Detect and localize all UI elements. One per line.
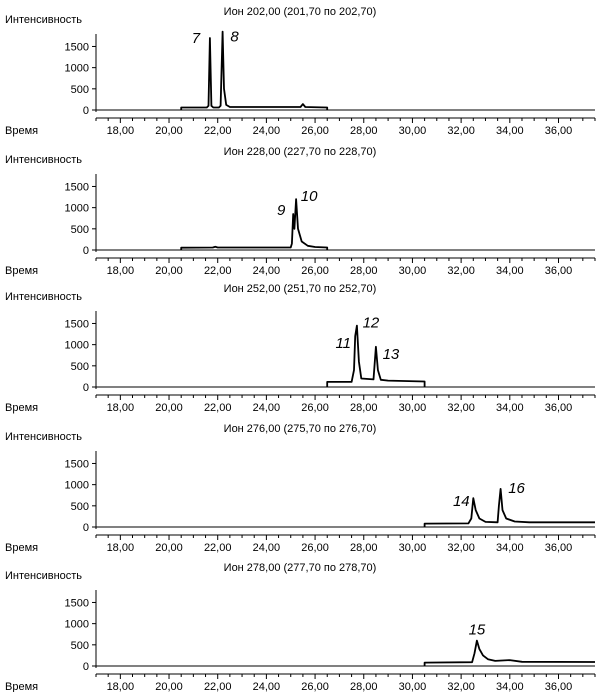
x-tick-label: 28,00 — [349, 125, 378, 137]
x-tick-label: 34,00 — [496, 681, 524, 692]
x-tick-label: 18,00 — [106, 542, 135, 554]
chart-panel — [5, 6, 595, 137]
x-tick-label: 20,00 — [155, 402, 183, 414]
x-tick-label: 22,00 — [203, 542, 232, 554]
chart-title: Ион 252,00 (251,70 по 252,70) — [223, 283, 377, 295]
y-axis-title: Интенсивность — [5, 570, 83, 582]
x-tick-label: 30,00 — [398, 402, 427, 414]
y-tick-label: 0 — [82, 522, 89, 534]
x-tick-label: 18,00 — [106, 125, 135, 137]
y-tick-label: 1500 — [64, 597, 89, 610]
x-tick-label: 34,00 — [496, 542, 524, 554]
x-tick-label: 24,00 — [252, 681, 281, 692]
x-tick-label: 32,00 — [447, 542, 475, 554]
x-tick-label: 28,00 — [349, 402, 378, 414]
peak-label: 16 — [508, 479, 525, 497]
y-tick-label: 0 — [82, 382, 89, 394]
x-tick-label: 22,00 — [203, 681, 232, 692]
y-tick-label: 1500 — [64, 181, 89, 194]
chart-title: Ион 202,00 (201,70 по 202,70) — [223, 6, 377, 18]
y-tick-label: 500 — [70, 223, 89, 236]
peak-label: 14 — [452, 493, 470, 511]
y-axis-title: Интенсивность — [5, 291, 83, 303]
peak-label: 13 — [382, 345, 400, 363]
x-tick-label: 22,00 — [203, 125, 232, 137]
x-axis-title: Время — [5, 681, 39, 692]
x-tick-label: 20,00 — [155, 125, 183, 137]
x-tick-label: 32,00 — [447, 265, 475, 277]
x-tick-label: 26,00 — [301, 542, 329, 554]
y-tick-label: 1500 — [64, 458, 89, 471]
x-tick-label: 24,00 — [252, 402, 281, 414]
x-tick-label: 22,00 — [203, 402, 232, 414]
x-tick-label: 24,00 — [252, 542, 281, 554]
peak-label: 9 — [276, 202, 286, 219]
chart-title: Ион 276,00 (275,70 по 276,70) — [223, 423, 377, 435]
y-tick-label: 500 — [70, 639, 89, 652]
x-tick-label: 30,00 — [398, 681, 427, 692]
x-tick-label: 30,00 — [398, 265, 427, 277]
y-axis-title: Интенсивность — [5, 14, 83, 26]
y-tick-label: 1000 — [64, 618, 89, 631]
peak-label: 7 — [191, 30, 201, 47]
y-tick-label: 0 — [82, 105, 89, 117]
peak-label: 11 — [335, 335, 352, 353]
x-axis-title: Время — [5, 265, 39, 277]
chart-panel — [5, 146, 595, 277]
y-tick-label: 1000 — [64, 202, 89, 215]
chart-title: Ион 228,00 (227,70 по 228,70) — [223, 146, 377, 158]
y-tick-label: 1000 — [64, 339, 89, 352]
x-tick-label: 30,00 — [398, 542, 427, 554]
x-tick-label: 18,00 — [106, 681, 135, 692]
x-tick-label: 34,00 — [496, 265, 524, 277]
x-tick-label: 26,00 — [301, 265, 329, 277]
y-tick-label: 1000 — [64, 62, 89, 75]
y-tick-label: 500 — [70, 500, 89, 513]
x-axis-title: Время — [5, 542, 39, 554]
x-tick-label: 22,00 — [203, 265, 232, 277]
x-tick-label: 36,00 — [544, 402, 573, 414]
x-tick-label: 18,00 — [106, 402, 135, 414]
x-tick-label: 36,00 — [544, 265, 573, 277]
y-tick-label: 500 — [70, 360, 89, 373]
peak-label: 12 — [362, 314, 380, 332]
chromatogram-trace — [425, 641, 595, 666]
x-tick-label: 20,00 — [155, 681, 183, 692]
peak-label: 10 — [300, 188, 318, 206]
x-tick-label: 18,00 — [106, 265, 135, 277]
y-tick-label: 0 — [82, 661, 89, 673]
x-tick-label: 32,00 — [447, 125, 475, 137]
x-axis-title: Время — [5, 402, 39, 414]
y-tick-label: 1500 — [64, 41, 89, 54]
x-tick-label: 20,00 — [155, 542, 183, 554]
y-tick-label: 1000 — [64, 479, 89, 492]
y-tick-label: 500 — [70, 83, 89, 96]
peak-label: 8 — [230, 28, 239, 46]
x-tick-label: 28,00 — [349, 681, 378, 692]
y-axis-title: Интенсивность — [5, 431, 83, 443]
x-axis-title: Время — [5, 125, 39, 137]
chromatogram-trace — [181, 199, 327, 250]
peak-label: 15 — [468, 621, 486, 639]
x-tick-label: 24,00 — [252, 125, 281, 137]
x-tick-label: 36,00 — [544, 542, 573, 554]
y-axis-title: Интенсивность — [5, 154, 83, 166]
chart-panel — [5, 423, 595, 554]
x-tick-label: 28,00 — [349, 542, 378, 554]
y-tick-label: 1500 — [64, 318, 89, 331]
x-tick-label: 36,00 — [544, 125, 573, 137]
chart-title: Ион 278,00 (277,70 по 278,70) — [223, 562, 377, 574]
x-tick-label: 36,00 — [544, 681, 573, 692]
x-tick-label: 30,00 — [398, 125, 427, 137]
x-tick-label: 26,00 — [301, 402, 329, 414]
chart-panel — [5, 562, 595, 692]
x-tick-label: 26,00 — [301, 681, 329, 692]
y-tick-label: 0 — [82, 245, 89, 257]
chart-panel — [5, 283, 595, 414]
x-tick-label: 34,00 — [496, 402, 524, 414]
x-tick-label: 26,00 — [301, 125, 329, 137]
chromatogram-trace — [181, 32, 327, 110]
x-tick-label: 20,00 — [155, 265, 183, 277]
x-tick-label: 24,00 — [252, 265, 281, 277]
x-tick-label: 32,00 — [447, 402, 475, 414]
x-tick-label: 34,00 — [496, 125, 524, 137]
x-tick-label: 32,00 — [447, 681, 475, 692]
x-tick-label: 28,00 — [349, 265, 378, 277]
